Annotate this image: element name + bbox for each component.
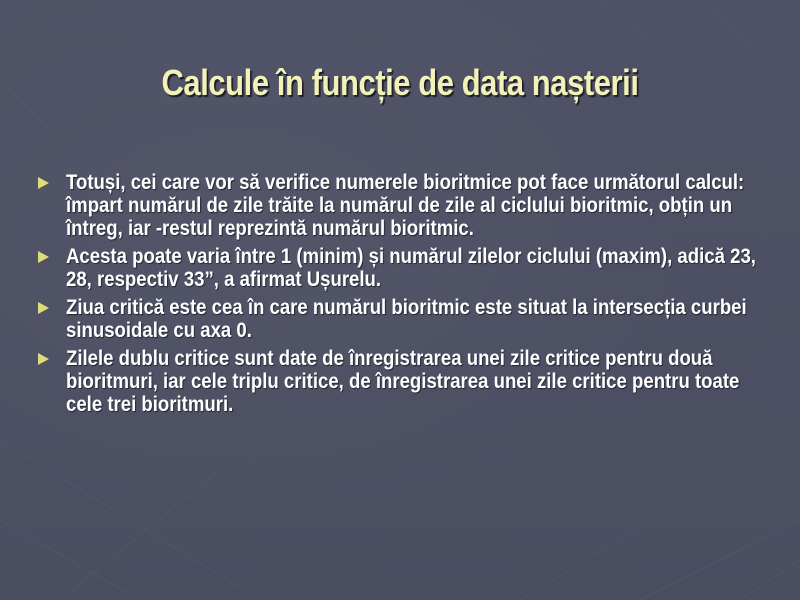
bullet-text: Acesta poate varia între 1 (minim) și numărul zilelor ciclului (maxim), adică 23, 28, respectiv 33”, a afirmat Ușurelu. bbox=[66, 245, 756, 291]
triangle-bullet-icon bbox=[38, 302, 49, 314]
bullet-list bbox=[38, 171, 773, 421]
bullet-text: Zilele dublu critice sunt date de înregistrarea unei zile critice pentru două bioritmuri, iar cele triplu critice, de înregistrarea unei zile critice pentru toate cele trei bioritmuri. bbox=[66, 347, 740, 416]
bullet-text: Ziua critică este cea în care numărul bioritmic este situat la intersecția curbei sinusoidale cu axa 0. bbox=[66, 296, 747, 342]
triangle-bullet-icon bbox=[38, 251, 49, 263]
bullet-item bbox=[38, 296, 773, 342]
bullet-item bbox=[38, 171, 773, 240]
slide-title: Calcule în funcție de data nașterii bbox=[161, 62, 639, 103]
bullet-text: Totuși, cei care vor să verifice numerele bioritmice pot face următorul calcul: împart numărul de zile trăite la numărul de zile al ciclului bioritmic, obțin un întreg, iar -restul reprezintă numărul bioritmic. bbox=[66, 171, 745, 240]
bullet-item bbox=[38, 347, 773, 416]
triangle-bullet-icon bbox=[38, 353, 49, 365]
bullet-item bbox=[38, 245, 773, 291]
triangle-bullet-icon bbox=[38, 177, 49, 189]
